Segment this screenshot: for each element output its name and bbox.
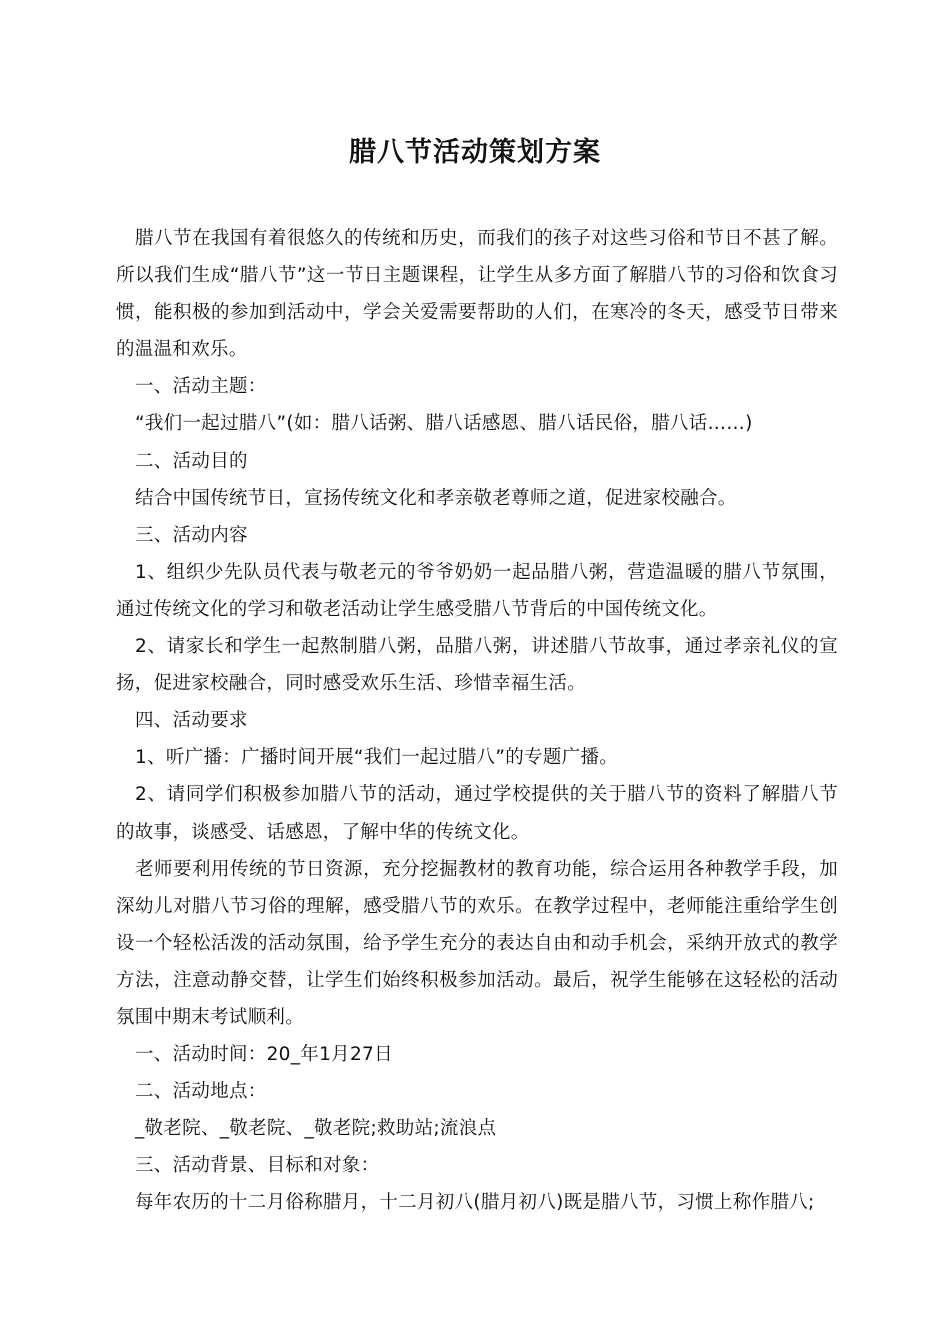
section-heading-location: 二、活动地点： [135,1081,267,1103]
document-body [116,220,838,1222]
purpose-text: 结合中国传统节日，宣扬传统文化和孝亲敬老尊师之道，促进家校融合。 [135,487,737,509]
theme-text: “我们一起过腊八”(如：腊八话粥、腊八话感恩、腊八话民俗，腊八话……) [135,413,753,435]
section-heading-purpose: 二、活动目的 [135,450,248,472]
requirement-item-2: 2、请同学们积极参加腊八节的活动，通过学校提供的关于腊八节的资料了解腊八节的故事，谈感受、话感恩，了解中华的传统文化。 [116,784,838,843]
document-title: 腊八节活动策划方案 [349,137,601,168]
background-text: 每年农历的十二月俗称腊月，十二月初八(腊月初八)既是腊八节，习惯上称作腊八; [135,1192,815,1214]
content-item-2: 2、请家长和学生一起熬制腊八粥，品腊八粥，讲述腊八节故事，通过孝亲礼仪的宣扬，促进家校融合，同时感受欢乐生活、珍惜幸福生活。 [116,636,838,695]
section-heading-background: 三、活动背景、目标和对象： [135,1155,380,1177]
section-heading-content: 三、活动内容 [135,524,248,546]
section-heading-theme: 一、活动主题： [135,376,267,398]
content-item-1: 1、组织少先队员代表与敬老元的爷爷奶奶一起品腊八粥，营造温暖的腊八节氛围，通过传统文化的学习和敬老活动让学生感受腊八节背后的中国传统文化。 [116,561,838,620]
section-heading-requirements: 四、活动要求 [135,710,248,732]
location-text: _敬老院、_敬老院、_敬老院;救助站;流浪点 [135,1118,497,1140]
requirement-item-1: 1、听广播：广播时间开展“我们一起过腊八”的专题广播。 [135,747,619,769]
section-heading-time: 一、活动时间：20_年1月27日 [135,1044,393,1066]
teacher-paragraph: 老师要利用传统的节日资源，充分挖掘教材的教育功能，综合运用各种教学手段，加深幼儿对腊八节习俗的理解，感受腊八节的欢乐。在教学过程中，老师能注重给学生创设一个轻松活泼的活动氛围，给予学生充分的表达自由和动手机会，采纳开放式的教学方法，注意动静交替，让学生们始终积极参加活动。最后，祝学生能够在这轻松的活动氛围中期末考试顺利。 [116,858,838,1028]
intro-paragraph: 腊八节在我国有着很悠久的传统和历史，而我们的孩子对这些习俗和节日不甚了解。所以我们生成“腊八节”这一节日主题课程，让学生从多方面了解腊八节的习俗和饮食习惯，能积极的参加到活动中，学会关爱需要帮助的人们，在寒冷的冬天，感受节日带来的温温和欢乐。 [116,228,838,361]
